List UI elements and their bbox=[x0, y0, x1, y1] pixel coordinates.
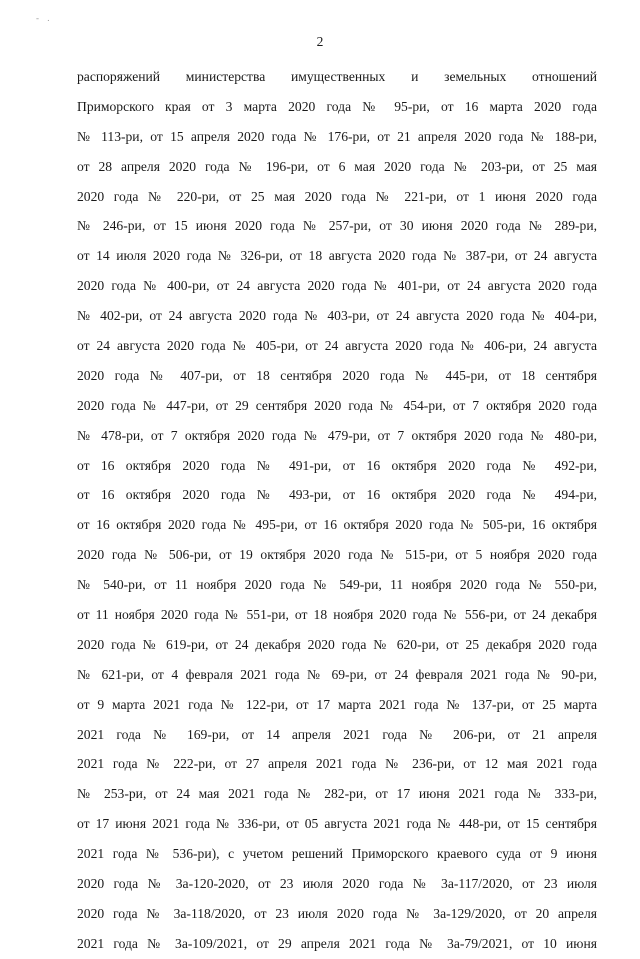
text-line: от 16 октября 2020 года № 495-ри, от 16 октября 2020 года № 505-ри, 16 октября bbox=[77, 517, 597, 533]
text-line: 2021 года № 536-ри), с учетом решений Приморского краевого суда от 9 июня bbox=[77, 846, 597, 862]
text-line: № 478-ри, от 7 октября 2020 года № 479-ри, от 7 октября 2020 года № 480-ри, bbox=[77, 427, 597, 443]
text-line: 2020 года № 506-ри, от 19 октября 2020 года № 515-ри, от 5 ноября 2020 года bbox=[77, 547, 597, 563]
text-line: от 24 августа 2020 года № 405-ри, от 24 августа 2020 года № 406-ри, 24 августа bbox=[77, 338, 597, 354]
text-line: № 253-ри, от 24 мая 2021 года № 282-ри, от 17 июня 2021 года № 333-ри, bbox=[77, 786, 597, 802]
text-line: 2021 года № 3а-109/2021, от 29 апреля 2021 года № 3а-79/2021, от 10 июня bbox=[77, 935, 597, 951]
text-line: № 246-ри, от 15 июня 2020 года № 257-ри, от 30 июня 2020 года № 289-ри, bbox=[77, 218, 597, 234]
text-line: № 402-ри, от 24 августа 2020 года № 403-ри, от 24 августа 2020 года № 404-ри, bbox=[77, 308, 597, 324]
text-line: 2020 года № 220-ри, от 25 мая 2020 года № 221-ри, от 1 июня 2020 года bbox=[77, 188, 597, 204]
text-line: распоряжений министерства имущественных и земельных отношений bbox=[77, 69, 597, 84]
text-line: 2020 года № 619-ри, от 24 декабря 2020 года № 620-ри, от 25 декабря 2020 года bbox=[77, 636, 597, 652]
body-text bbox=[77, 62, 597, 959]
page-number: 2 bbox=[316, 34, 324, 49]
text-line: 2021 года № 222-ри, от 27 апреля 2021 года № 236-ри, от 12 мая 2021 года bbox=[77, 756, 597, 772]
text-line: от 14 июля 2020 года № 326-ри, от 18 августа 2020 года № 387-ри, от 24 августа bbox=[77, 248, 597, 264]
text-line: от 17 июня 2021 года № 336-ри, от 05 августа 2021 года № 448-ри, от 15 сентября bbox=[77, 816, 597, 832]
text-line: № 621-ри, от 4 февраля 2021 года № 69-ри, от 24 февраля 2021 года № 90-ри, bbox=[77, 666, 597, 682]
text-line: от 16 октября 2020 года № 493-ри, от 16 октября 2020 года № 494-ри, bbox=[77, 487, 597, 503]
text-line: Приморского края от 3 марта 2020 года № 95-ри, от 16 марта 2020 года bbox=[77, 98, 597, 114]
text-line: 2020 года № 447-ри, от 29 сентября 2020 года № 454-ри, от 7 октября 2020 года bbox=[77, 397, 597, 413]
text-line: от 28 апреля 2020 года № 196-ри, от 6 мая 2020 года № 203-ри, от 25 мая bbox=[77, 158, 597, 174]
corner-mark: - . bbox=[36, 13, 53, 23]
text-line: 2020 года № 407-ри, от 18 сентября 2020 года № 445-ри, от 18 сентября bbox=[77, 367, 597, 383]
text-line: 2020 года № 3а-118/2020, от 23 июля 2020 года № 3а-129/2020, от 20 апреля bbox=[77, 905, 597, 921]
text-line: 2020 года № 400-ри, от 24 августа 2020 года № 401-ри, от 24 августа 2020 года bbox=[77, 278, 597, 294]
text-line: от 9 марта 2021 года № 122-ри, от 17 марта 2021 года № 137-ри, от 25 марта bbox=[77, 696, 597, 712]
text-line: № 540-ри, от 11 ноября 2020 года № 549-ри, 11 ноября 2020 года № 550-ри, bbox=[77, 577, 597, 593]
text-line: № 113-ри, от 15 апреля 2020 года № 176-ри, от 21 апреля 2020 года № 188-ри, bbox=[77, 128, 597, 144]
text-line: от 11 ноября 2020 года № 551-ри, от 18 ноября 2020 года № 556-ри, от 24 декабря bbox=[77, 607, 597, 623]
text-line: от 16 октября 2020 года № 491-ри, от 16 октября 2020 года № 492-ри, bbox=[77, 457, 597, 473]
text-line: 2021 года № 169-ри, от 14 апреля 2021 года № 206-ри, от 21 апреля bbox=[77, 726, 597, 742]
text-line: 2020 года № 3а-120-2020, от 23 июля 2020 года № 3а-117/2020, от 23 июля bbox=[77, 876, 597, 892]
